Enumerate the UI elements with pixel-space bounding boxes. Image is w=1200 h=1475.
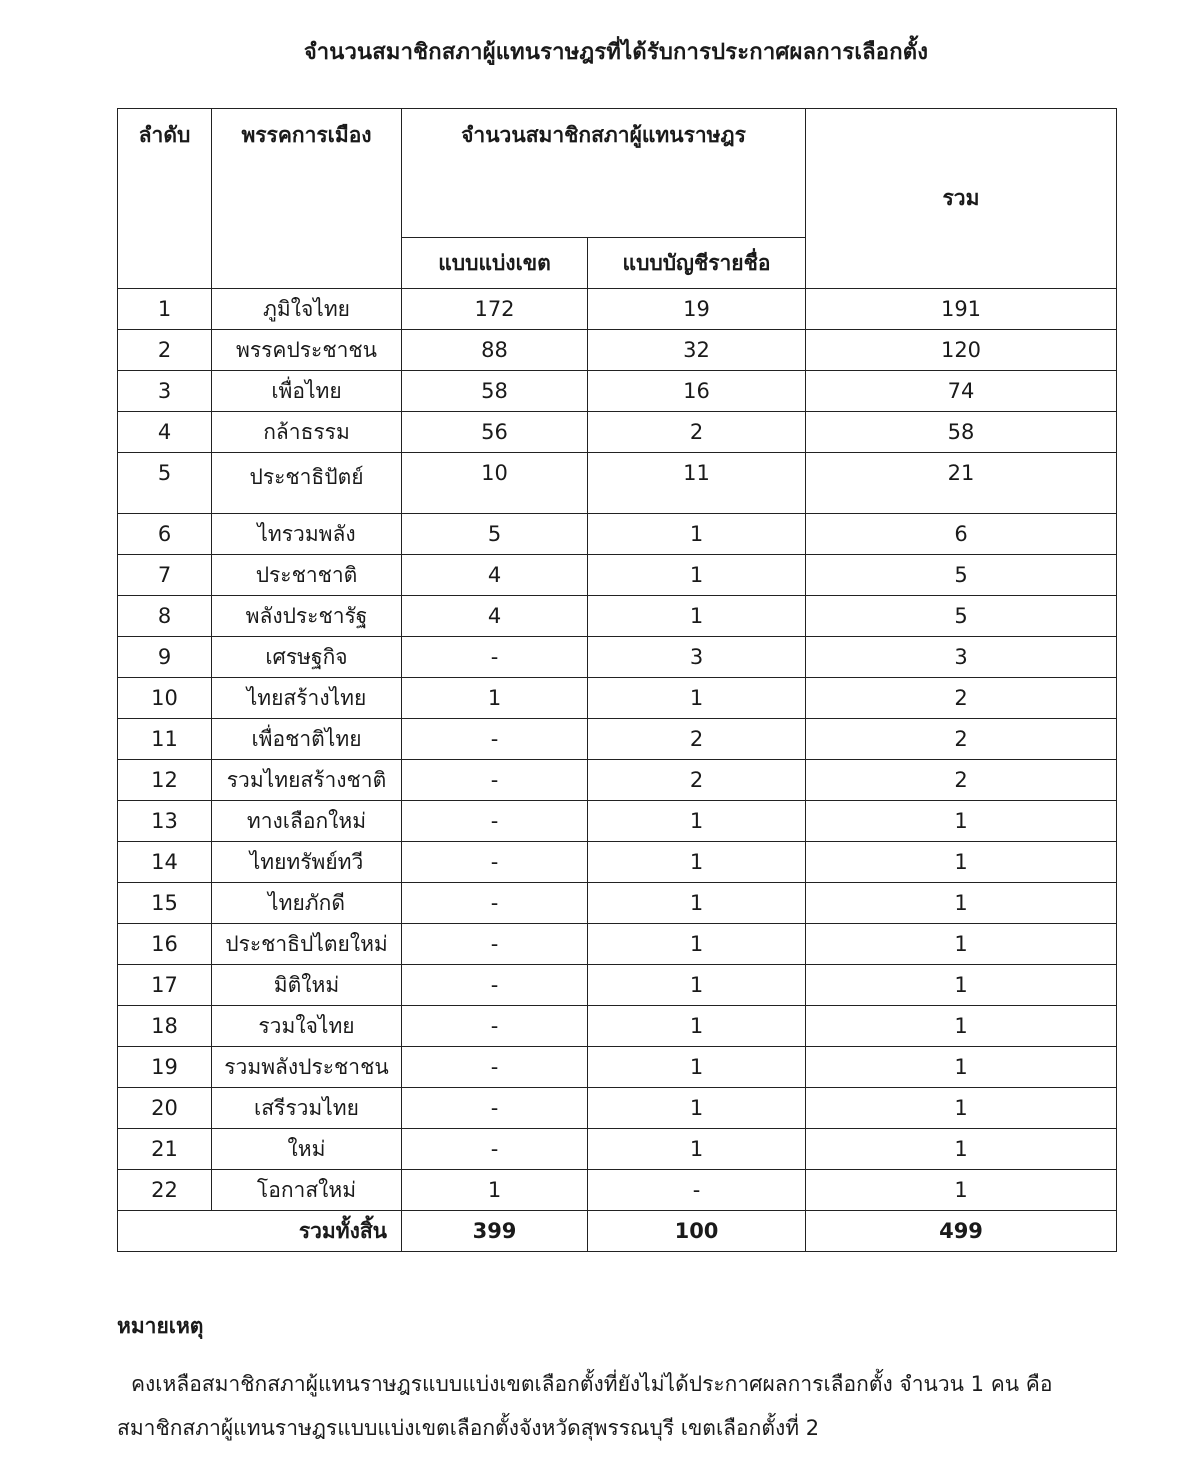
table-row: [118, 1006, 1117, 1047]
table-row: [118, 289, 1117, 330]
row-constituency: 1: [402, 1170, 588, 1211]
row-party: ไทรวมพลัง: [212, 514, 402, 555]
row-number: 18: [118, 1006, 212, 1047]
row-constituency: 10: [402, 453, 588, 514]
row-constituency: -: [402, 1129, 588, 1170]
row-number: 19: [118, 1047, 212, 1088]
row-total: 1: [806, 1129, 1117, 1170]
row-party-list: 2: [588, 412, 806, 453]
row-number: 9: [118, 637, 212, 678]
row-total: 191: [806, 289, 1117, 330]
row-number: 16: [118, 924, 212, 965]
row-party-list: 2: [588, 719, 806, 760]
row-party: ประชาชาติ: [212, 555, 402, 596]
page-title: จำนวนสมาชิกสภาผู้แทนราษฎรที่ได้รับการประกาศผลการเลือกตั้ง: [303, 40, 929, 65]
row-party-list: 1: [588, 924, 806, 965]
table-row: [118, 801, 1117, 842]
row-party-list: 1: [588, 678, 806, 719]
row-total: 1: [806, 801, 1117, 842]
row-party: ไทยสร้างไทย: [212, 678, 402, 719]
row-total: 5: [806, 596, 1117, 637]
row-party-list: 1: [588, 514, 806, 555]
summary-label: รวมทั้งสิ้น: [118, 1211, 402, 1252]
row-constituency: -: [402, 719, 588, 760]
row-total: 1: [806, 965, 1117, 1006]
row-constituency: -: [402, 1047, 588, 1088]
row-party-list: 1: [588, 596, 806, 637]
table-row: [118, 760, 1117, 801]
row-total: 58: [806, 412, 1117, 453]
row-total: 1: [806, 1170, 1117, 1211]
row-number: 17: [118, 965, 212, 1006]
row-constituency: -: [402, 883, 588, 924]
row-number: 20: [118, 1088, 212, 1129]
row-constituency: -: [402, 637, 588, 678]
row-party: รวมไทยสร้างชาติ: [212, 760, 402, 801]
row-number: 1: [118, 289, 212, 330]
table-row: [118, 371, 1117, 412]
header-order: ลำดับ: [118, 109, 212, 289]
table-row: [118, 883, 1117, 924]
row-number: 13: [118, 801, 212, 842]
row-party: รวมใจไทย: [212, 1006, 402, 1047]
row-total: 5: [806, 555, 1117, 596]
row-party: ประชาธิปไตยใหม่: [212, 924, 402, 965]
table-row: [118, 924, 1117, 965]
row-party-list: 1: [588, 801, 806, 842]
table-row: [118, 1170, 1117, 1211]
table-row: [118, 1047, 1117, 1088]
row-total: 1: [806, 1047, 1117, 1088]
row-party: ทางเลือกใหม่: [212, 801, 402, 842]
row-total: 1: [806, 924, 1117, 965]
row-number: 7: [118, 555, 212, 596]
table-row: [118, 965, 1117, 1006]
row-constituency: -: [402, 1006, 588, 1047]
row-party: พรรคประชาชน: [212, 330, 402, 371]
row-party: เพื่อไทย: [212, 371, 402, 412]
table-body: [118, 289, 1117, 1211]
row-number: 14: [118, 842, 212, 883]
header-total: รวม: [806, 109, 1117, 289]
row-party: ภูมิใจไทย: [212, 289, 402, 330]
row-number: 6: [118, 514, 212, 555]
summary-row: [118, 1211, 1117, 1252]
row-party-list: 1: [588, 1006, 806, 1047]
row-constituency: 4: [402, 555, 588, 596]
election-results-table: [117, 108, 1117, 1252]
header-party: พรรคการเมือง: [212, 109, 402, 289]
row-total: 74: [806, 371, 1117, 412]
row-total: 1: [806, 883, 1117, 924]
row-total: 2: [806, 719, 1117, 760]
table-row: [118, 637, 1117, 678]
header-party-list: แบบบัญชีรายชื่อ: [588, 238, 806, 289]
row-party: ใหม่: [212, 1129, 402, 1170]
header-constituency: แบบแบ่งเขต: [402, 238, 588, 289]
row-party: มิติใหม่: [212, 965, 402, 1006]
row-party-list: 11: [588, 453, 806, 514]
row-number: 3: [118, 371, 212, 412]
row-constituency: 56: [402, 412, 588, 453]
table-row: [118, 1088, 1117, 1129]
row-party-list: 1: [588, 1047, 806, 1088]
row-number: 8: [118, 596, 212, 637]
row-party: ไทยทรัพย์ทวี: [212, 842, 402, 883]
row-party-list: 1: [588, 1088, 806, 1129]
table-row: [118, 678, 1117, 719]
table-row: [118, 555, 1117, 596]
row-constituency: -: [402, 1088, 588, 1129]
row-constituency: 4: [402, 596, 588, 637]
row-party: รวมพลังประชาชน: [212, 1047, 402, 1088]
row-total: 2: [806, 760, 1117, 801]
row-party-list: 1: [588, 842, 806, 883]
table-row: [118, 842, 1117, 883]
row-party-list: 16: [588, 371, 806, 412]
row-total: 120: [806, 330, 1117, 371]
row-total: 2: [806, 678, 1117, 719]
row-total: 1: [806, 1006, 1117, 1047]
row-number: 10: [118, 678, 212, 719]
summary-party-list: 100: [588, 1211, 806, 1252]
row-constituency: -: [402, 760, 588, 801]
row-party-list: 1: [588, 555, 806, 596]
row-party: โอกาสใหม่: [212, 1170, 402, 1211]
row-number: 11: [118, 719, 212, 760]
row-constituency: 1: [402, 678, 588, 719]
summary-constituency: 399: [402, 1211, 588, 1252]
row-party-list: 1: [588, 883, 806, 924]
row-constituency: 88: [402, 330, 588, 371]
row-party: ประชาธิปัตย์: [212, 453, 402, 514]
table-row: [118, 453, 1117, 514]
row-party: เพื่อชาติไทย: [212, 719, 402, 760]
row-party: พลังประชารัฐ: [212, 596, 402, 637]
row-party-list: 2: [588, 760, 806, 801]
table-row: [118, 596, 1117, 637]
table-row: [118, 719, 1117, 760]
row-party: เศรษฐกิจ: [212, 637, 402, 678]
row-party-list: 32: [588, 330, 806, 371]
note-heading: หมายเหตุ: [117, 1314, 204, 1338]
header-members-group: จำนวนสมาชิกสภาผู้แทนราษฎร: [402, 109, 806, 238]
row-number: 2: [118, 330, 212, 371]
row-total: 1: [806, 842, 1117, 883]
row-number: 21: [118, 1129, 212, 1170]
row-party-list: 3: [588, 637, 806, 678]
table-row: [118, 1129, 1117, 1170]
row-party-list: 1: [588, 1129, 806, 1170]
row-constituency: -: [402, 965, 588, 1006]
row-constituency: 58: [402, 371, 588, 412]
table-row: [118, 412, 1117, 453]
row-party: กล้าธรรม: [212, 412, 402, 453]
note-text: คงเหลือสมาชิกสภาผู้แทนราษฎรแบบแบ่งเขตเลือกตั้งที่ยังไม่ได้ประกาศผลการเลือกตั้ง จำนวน 1 คน คือ สมาชิกสภาผู้แทนราษฎรแบบแบ่งเขตเลือกตั้งจังหวัดสุพรรณบุรี เขตเลือกตั้งที่ 2: [117, 1372, 1053, 1440]
row-constituency: -: [402, 801, 588, 842]
summary-total: 499: [806, 1211, 1117, 1252]
row-total: 1: [806, 1088, 1117, 1129]
row-party-list: -: [588, 1170, 806, 1211]
row-constituency: -: [402, 924, 588, 965]
row-constituency: 172: [402, 289, 588, 330]
row-party: เสรีรวมไทย: [212, 1088, 402, 1129]
row-constituency: -: [402, 842, 588, 883]
row-total: 21: [806, 453, 1117, 514]
row-party-list: 19: [588, 289, 806, 330]
row-number: 15: [118, 883, 212, 924]
table-row: [118, 330, 1117, 371]
row-constituency: 5: [402, 514, 588, 555]
row-total: 6: [806, 514, 1117, 555]
row-total: 3: [806, 637, 1117, 678]
row-party-list: 1: [588, 965, 806, 1006]
row-number: 4: [118, 412, 212, 453]
row-number: 12: [118, 760, 212, 801]
row-number: 22: [118, 1170, 212, 1211]
table-row: [118, 514, 1117, 555]
row-party: ไทยภักดี: [212, 883, 402, 924]
row-number: 5: [118, 453, 212, 514]
